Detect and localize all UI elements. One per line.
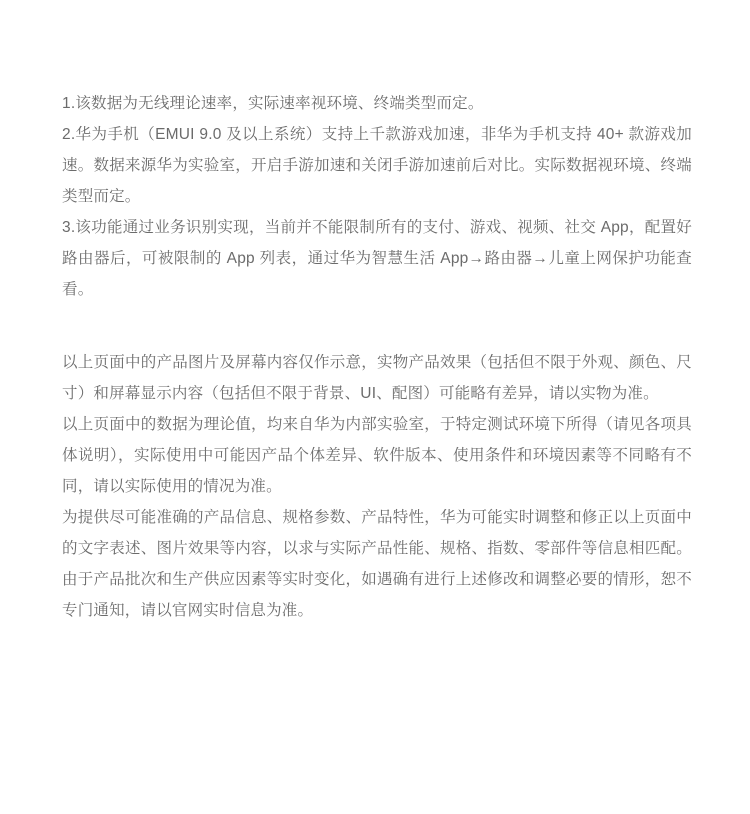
- disclaimer-3: 为提供尽可能准确的产品信息、规格参数、产品特性，华为可能实时调整和修正以上页面中的文字表述、图片效果等内容，以求与实际产品性能、规格、指数、零部件等信息相匹配。由于产品批次和生产供应因素等实时变化，如遇确有进行上述修改和调整必要的情形，恕不专门通知，请以官网实时信息为准。: [62, 509, 692, 619]
- disclaimer-section: [62, 347, 692, 626]
- disclaimer-1: 以上页面中的产品图片及屏幕内容仅作示意，实物产品效果（包括但不限于外观、颜色、尺寸）和屏幕显示内容（包括但不限于背景、UI、配图）可能略有差异，请以实物为准。: [62, 354, 692, 402]
- footnote-1: 1.该数据为无线理论速率，实际速率视环境、终端类型而定。: [62, 95, 484, 112]
- footnote-3: 3.该功能通过业务识别实现，当前并不能限制所有的支付、游戏、视频、社交 App，配置好路由器后，可被限制的 App 列表，通过华为智慧生活 App→路由器→儿童上网保护功能查看。: [62, 219, 692, 298]
- disclaimer-2: 以上页面中的数据为理论值，均来自华为内部实验室，于特定测试环境下所得（请见各项具体说明），实际使用中可能因产品个体差异、软件版本、使用条件和环境因素等不同略有不同，请以实际使用的情况为准。: [62, 416, 692, 495]
- footnote-2: 2.华为手机（EMUI 9.0 及以上系统）支持上千款游戏加速，非华为手机支持 40+ 款游戏加速。数据来源华为实验室，开启手游加速和关闭手游加速前后对比。实际数据视环境、终端类型而定。: [62, 126, 692, 205]
- footnotes-section: [62, 88, 692, 305]
